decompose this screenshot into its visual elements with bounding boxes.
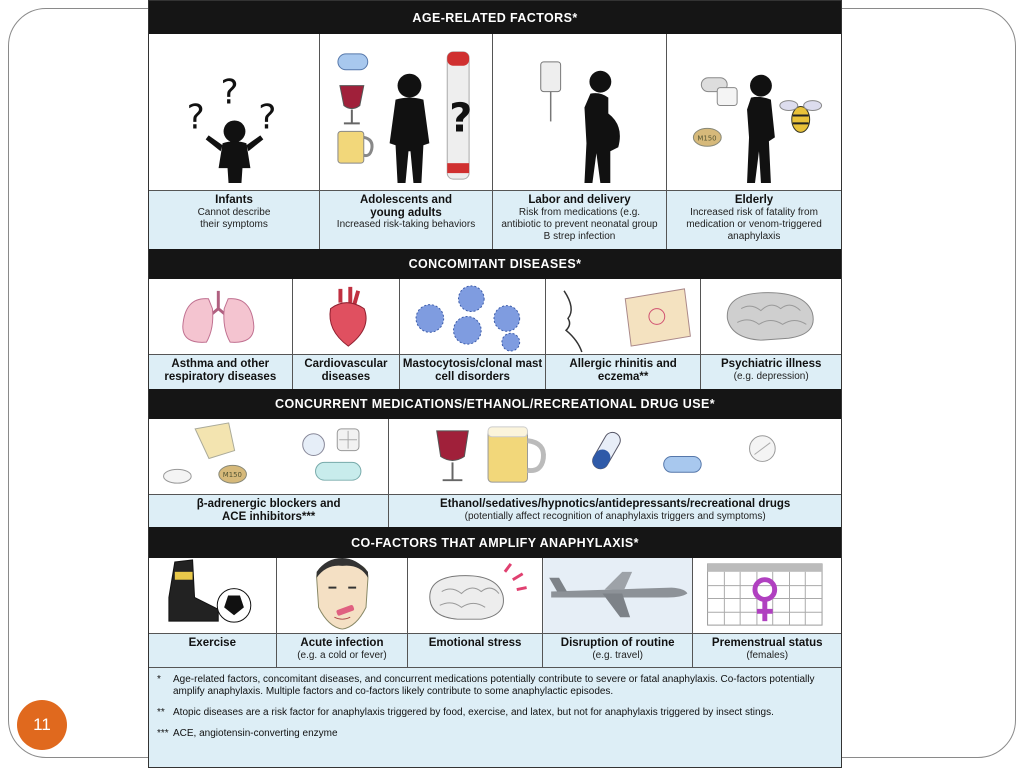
stressed-brain-image — [408, 558, 543, 634]
footnotes — [149, 667, 841, 768]
caption-sub: Increased risk of fatality from medication or venom-triggered anaphylaxis — [686, 206, 822, 242]
airplane-image — [543, 558, 694, 634]
caption-adolescents — [320, 191, 493, 249]
drugs-alcohol-image — [389, 419, 841, 495]
heart-image — [293, 279, 401, 355]
footnote-mark: ** — [157, 707, 165, 718]
section-header-cofactors: CO-FACTORS THAT AMPLIFY ANAPHYLAXIS* — [149, 527, 841, 558]
caption-title: Acute infection — [300, 637, 384, 649]
caption-title: Labor and delivery — [528, 194, 631, 206]
caption-title: β-adrenergic blockers and ACE inhibitors*** — [196, 498, 341, 523]
footnote-1 — [157, 674, 835, 698]
caption-sub: Increased risk-taking behaviors — [336, 219, 476, 230]
allergic-face-image — [546, 279, 702, 355]
mast-cells-image — [400, 279, 546, 355]
caption-sub: (females) — [746, 649, 789, 661]
caption-exercise — [149, 634, 277, 667]
caption-title: Exercise — [188, 637, 236, 649]
caption-premenstrual — [693, 634, 841, 667]
caption-routine — [543, 634, 694, 667]
caption-title: Disruption of routine — [560, 637, 675, 649]
caption-infants — [149, 191, 320, 249]
footnote-2 — [157, 707, 835, 719]
sick-face-image — [277, 558, 409, 634]
calendar-image — [693, 558, 841, 634]
footnote-mark: *** — [157, 728, 169, 739]
caption-sub: Cannot describe their symptoms — [197, 206, 271, 230]
caption-mastocytosis — [400, 355, 546, 389]
elderly-image — [667, 34, 841, 191]
caption-title: Emotional stress — [428, 637, 522, 649]
caption-title: Psychiatric illness — [721, 358, 822, 370]
caption-ethanol — [389, 495, 841, 527]
caption-cardiovascular — [293, 355, 401, 389]
footnote-3 — [157, 728, 835, 740]
caption-title: Mastocytosis/clonal mast cell disorders — [402, 358, 543, 383]
caption-sub: (e.g. travel) — [592, 649, 643, 661]
infant-image — [149, 34, 320, 191]
caption-title: Premenstrual status — [711, 637, 823, 649]
caption-rhinitis — [546, 355, 702, 389]
footnote-text: ACE, angiotensin-converting enzyme — [173, 728, 338, 739]
svg-text:?: ? — [186, 97, 205, 137]
caption-blockers — [149, 495, 389, 527]
caption-title: Infants — [215, 194, 253, 206]
pill-code-label: M150 — [697, 134, 717, 143]
blocker-pills-image — [149, 419, 389, 495]
caption-title: Adolescents and young adults — [359, 194, 453, 219]
caption-psychiatric — [701, 355, 841, 389]
anaphylaxis-factors-figure — [148, 0, 842, 768]
caption-labor — [493, 191, 667, 249]
caption-elderly — [667, 191, 841, 249]
caption-stress — [408, 634, 543, 667]
footnote-text: Atopic diseases are a risk factor for anaphylaxis triggered by food, exercise, and latex, but not for anaphylaxis triggered by insect stings. — [173, 707, 774, 718]
footnote-text: Age-related factors, concomitant diseases, and concurrent medications potentially contribute to severe or fatal anaphylaxis. Co-factors potentially amplify anaphylaxis. Multiple factors and co-factors likely contribute to some anaphylactic episodes. — [173, 674, 815, 697]
caption-infection — [277, 634, 409, 667]
caption-asthma — [149, 355, 293, 389]
pregnant-woman-image — [493, 34, 667, 191]
exercise-image — [149, 558, 277, 634]
lungs-image — [149, 279, 293, 355]
caption-title: Cardiovascular diseases — [304, 358, 388, 383]
svg-text:?: ? — [258, 97, 277, 137]
section-header-diseases: CONCOMITANT DISEASES* — [149, 249, 841, 279]
caption-sub: (e.g. a cold or fever) — [297, 649, 387, 661]
section-header-medications: CONCURRENT MEDICATIONS/ETHANOL/RECREATIONAL DRUG USE* — [149, 389, 841, 419]
caption-title: Ethanol/sedatives/hypnotics/antidepressants/recreational drugs — [440, 498, 791, 510]
caption-sub: (e.g. depression) — [733, 370, 809, 382]
caption-sub: (potentially affect recognition of anaphylaxis triggers and symptoms) — [464, 510, 766, 522]
adolescent-image — [320, 34, 493, 191]
caption-sub: Risk from medications (e.g. antibiotic to prevent neonatal group B strep infection — [501, 206, 658, 242]
pill-code-label-2: M150 — [222, 471, 242, 480]
svg-text:?: ? — [220, 72, 239, 112]
brain-image — [701, 279, 841, 355]
caption-title: Elderly — [734, 194, 774, 206]
page-number-badge: 11 — [17, 700, 67, 750]
svg-text:?: ? — [449, 95, 473, 142]
caption-title: Allergic rhinitis and eczema** — [569, 358, 677, 383]
caption-title: Asthma and other respiratory diseases — [164, 358, 277, 383]
section-header-age: AGE-RELATED FACTORS* — [149, 1, 841, 34]
footnote-mark: * — [157, 674, 161, 685]
